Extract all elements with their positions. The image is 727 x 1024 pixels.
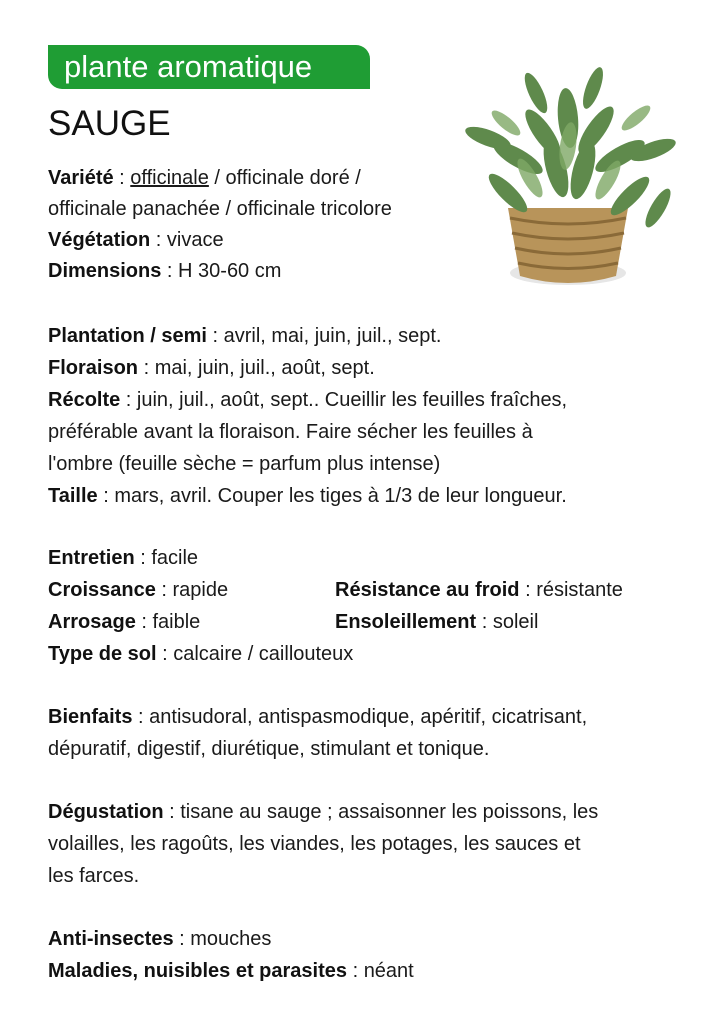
sage-plant-in-wicker-basket-icon: [448, 58, 688, 293]
entretien-line: Entretien : facile: [48, 547, 199, 569]
recolte-line-1: Récolte : juin, juil., août, sept.. Cueillir les feuilles fraîches,: [48, 389, 568, 411]
croissance-field: Croissance : rapide: [48, 579, 229, 601]
dimensions-line: Dimensions : H 30-60 cm: [48, 260, 282, 282]
bienfaits-line-2: dépuratif, digestif, diurétique, stimulant et tonique.: [48, 738, 490, 760]
insectes-line: Anti-insectes : mouches: [48, 928, 272, 950]
category-badge: plante aromatique: [48, 45, 370, 89]
plantation-line: Plantation / semi : avril, mai, juin, juil., sept.: [48, 325, 442, 347]
bienfaits-line-1: Bienfaits : antisudoral, antispasmodique, apéritif, cicatrisant,: [48, 706, 588, 728]
recolte-line-2: préférable avant la floraison. Faire sécher les feuilles à: [48, 421, 533, 443]
croissance-row: [48, 575, 688, 605]
floraison-line: Floraison : mai, juin, juil., août, sept.: [48, 357, 375, 379]
recolte-line-3: l'ombre (feuille sèche = parfum plus intense): [48, 453, 441, 475]
maladies-line: Maladies, nuisibles et parasites : néant: [48, 960, 414, 982]
vegetation-line: Végétation : vivace: [48, 229, 224, 251]
degustation-line-2: volailles, les ragoûts, les viandes, les potages, les sauces et: [48, 833, 581, 855]
arrosage-row: [48, 607, 688, 637]
degustation-line-1: Dégustation : tisane au sauge ; assaisonner les poissons, les: [48, 801, 599, 823]
arrosage-field: Arrosage : faible: [48, 611, 201, 633]
resistance-field: Résistance au froid : résistante: [335, 579, 623, 601]
variete-line-2: officinale panachée / officinale tricolore: [48, 198, 392, 220]
ensoleillement-field: Ensoleillement : soleil: [335, 611, 539, 633]
degustation-line-3: les farces.: [48, 865, 140, 887]
variete-selected: officinale: [130, 167, 209, 189]
variete-line-1: Variété : officinale / officinale doré /: [48, 167, 361, 189]
page-title: SAUGE: [48, 104, 171, 143]
taille-line: Taille : mars, avril. Couper les tiges à 1/3 de leur longueur.: [48, 485, 567, 507]
sol-line: Type de sol : calcaire / caillouteux: [48, 643, 354, 665]
